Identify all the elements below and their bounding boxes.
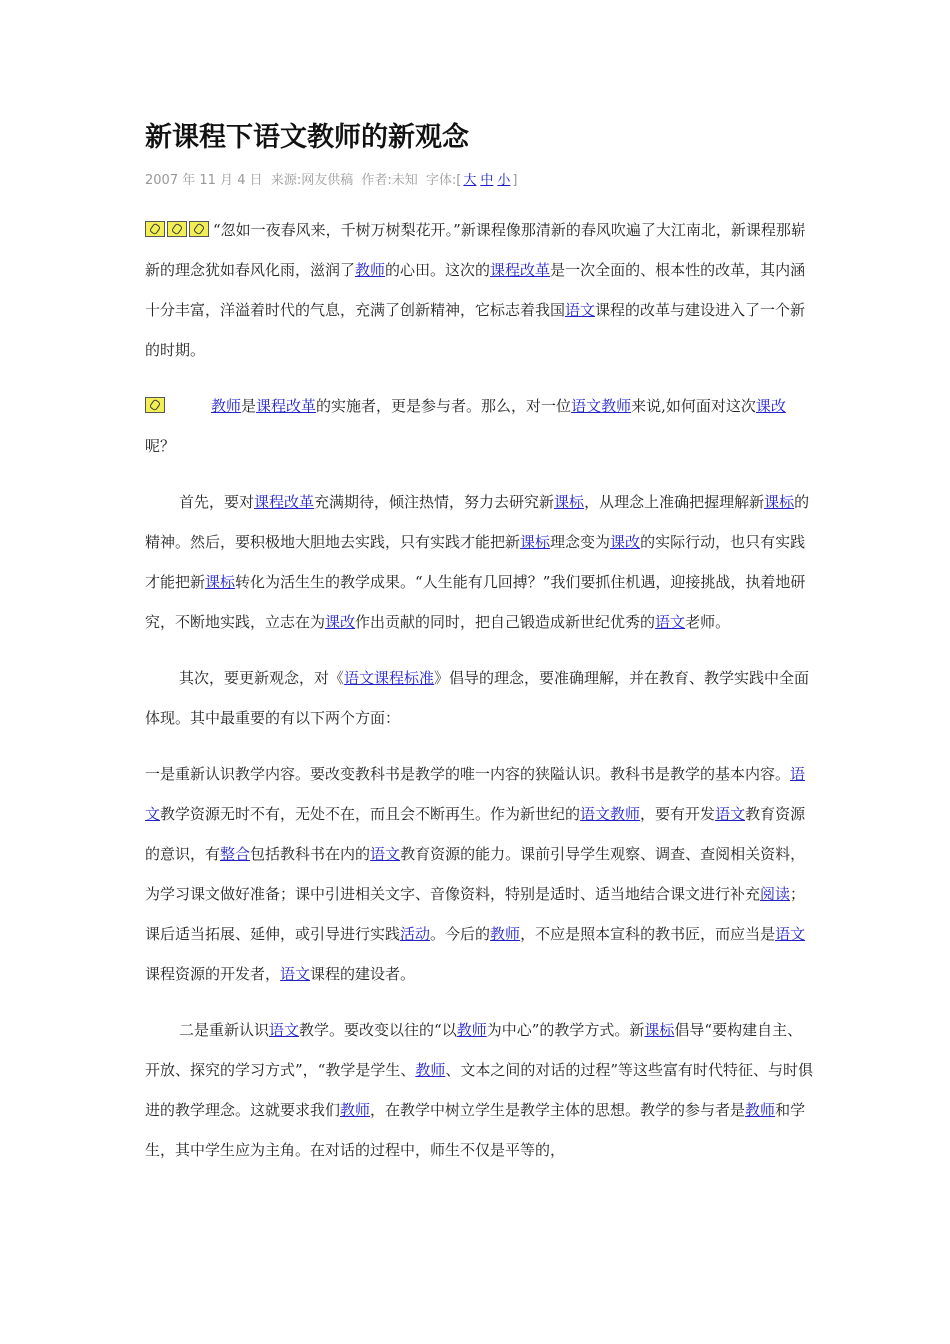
text: 一是重新认识教学内容。要改变教科书是教学的唯一内容的狭隘认识。教科书是教学的基本内容。 — [145, 765, 791, 783]
page-title: 新课程下语文教师的新观念 — [145, 122, 469, 153]
keyword-link[interactable]: 教师 — [211, 397, 242, 415]
keyword-link[interactable]: 整合 — [220, 845, 251, 863]
text: ，在教学中树立学生是教学主体的思想。教学的参与者是 — [370, 1101, 746, 1119]
font-medium-link[interactable]: 中 — [480, 173, 494, 188]
keyword-link[interactable]: 教师 — [490, 925, 521, 943]
paragraph-3 — [145, 482, 815, 642]
text: 其次，要更新观念，对《 — [179, 669, 345, 687]
keyword-link[interactable]: 教师 — [355, 261, 386, 279]
text: 和学生，其中学生应为主角。在对话的过程中，师生不仅是平等的， — [145, 1101, 806, 1159]
text: 充满期待，倾注热情，努力去研究新 — [314, 493, 555, 511]
keyword-link[interactable]: 教师 — [745, 1101, 776, 1119]
keyword-link[interactable]: 语文 — [269, 1021, 300, 1039]
keyword-link[interactable]: 语文 — [370, 845, 401, 863]
text: 的实际行动，也只有实践才能把新 — [145, 533, 806, 591]
text: 的精神。然后，要积极地大胆地去实践，只有实践才能把新 — [145, 493, 810, 551]
paragraph-4 — [145, 658, 815, 738]
keyword-link[interactable]: 课程改革 — [256, 397, 317, 415]
font-large-link[interactable]: 大 — [463, 173, 477, 188]
paragraph-1 — [145, 210, 815, 370]
keyword-link[interactable]: 课程改革 — [254, 493, 315, 511]
text: 老师。 — [685, 613, 731, 631]
text: “忽如一夜春风来，千树万树梨花开。”新课程像那清新的春风吹遍了大江南北， — [213, 221, 731, 239]
article-meta — [145, 172, 815, 190]
date-day: 4 — [237, 173, 246, 188]
date-year-unit: 年 — [182, 173, 196, 188]
author-label: 作者:未知 — [361, 173, 418, 188]
date-month: 11 — [199, 173, 216, 188]
keyword-link[interactable]: 课改 — [610, 533, 641, 551]
text: 二是重新认识 — [179, 1021, 270, 1039]
keyword-link[interactable]: 课标 — [205, 573, 236, 591]
date-year: 2007 — [145, 173, 179, 188]
keyword-link[interactable]: 语文课程标准 — [344, 669, 435, 687]
text: 为中心”的教学方式。新 — [486, 1021, 645, 1039]
keyword-link[interactable]: 课改 — [325, 613, 356, 631]
text: 的心田。这次的 — [385, 261, 491, 279]
pencil-icon — [189, 221, 209, 237]
text: 》倡导的理念，要准确理解，并在教育、教学实践中全面体现。其中最重要的有以下两个方面： — [145, 669, 810, 727]
text: 作出贡献的同时，把自己锻造成新世纪优秀的 — [355, 613, 656, 631]
text: 的实施者，更是参与者。那么，对一位 — [316, 397, 572, 415]
text: 是 — [241, 397, 257, 415]
keyword-link[interactable]: 语文教师 — [571, 397, 632, 415]
text: 倡导“要构建自主、开放、探究的学习方式”，“教学是学生、 — [145, 1021, 803, 1079]
text: 新课程那崭新的理念犹如春风化雨，滋润了 — [145, 221, 806, 279]
text: 来说,如何面对这次 — [631, 397, 756, 415]
pencil-icon — [167, 221, 187, 237]
keyword-link[interactable]: 语文 — [145, 765, 806, 823]
icon-group — [145, 210, 211, 250]
date-month-unit: 月 — [220, 173, 234, 188]
text: 、文本之间的对话的过程”等这些富有时代特征、与时俱进的教学理念。这就要求我们 — [145, 1061, 814, 1119]
keyword-link[interactable]: 教师 — [415, 1061, 446, 1079]
paragraph-5 — [145, 754, 815, 994]
font-size-close: ] — [512, 173, 518, 188]
pencil-icon — [145, 221, 165, 237]
article — [145, 118, 815, 1170]
keyword-link[interactable]: 课标 — [520, 533, 551, 551]
text: 理念变为 — [550, 533, 611, 551]
text: 呢？ — [145, 437, 176, 455]
text: 教育资源的意识，有 — [145, 805, 806, 863]
text: 课程资源的开发者， — [145, 965, 281, 983]
text: 教学。要改变以往的“以 — [299, 1021, 457, 1039]
pencil-icon — [145, 397, 165, 413]
keyword-link[interactable]: 教师 — [456, 1021, 487, 1039]
text: 教育资源的能力。课前引导学生观察、调查、查阅相关资料，为学习课文做好准备；课中引进相关文字、音像资料，特别是适时、适当地结合课文进行补充 — [145, 845, 806, 903]
keyword-link[interactable]: 教师 — [340, 1101, 371, 1119]
text: 教学资源无时不有，无处不在，而且会不断再生。作为新世纪的 — [160, 805, 581, 823]
keyword-link[interactable]: 语文 — [775, 925, 806, 943]
keyword-link[interactable]: 语文 — [655, 613, 686, 631]
keyword-link[interactable]: 语文教师 — [580, 805, 641, 823]
font-size-label: 字体:[ — [425, 173, 462, 188]
text: 是一次全面的、根本性的改革，其内涵十分丰富，洋溢着时代的气息，充满了创新精神，它标志着我国 — [145, 261, 806, 319]
text: ；课后适当拓展、延伸，或引导进行实践 — [145, 885, 806, 943]
text: 课程的改革与建设进入了一个新的时期。 — [145, 301, 806, 359]
text: ，要有开发 — [640, 805, 716, 823]
keyword-link[interactable]: 语文 — [715, 805, 746, 823]
keyword-link[interactable]: 课标 — [554, 493, 585, 511]
text: 。今后的 — [430, 925, 491, 943]
text: 课程的建设者。 — [310, 965, 416, 983]
text: 转化为活生生的教学成果。“人生能有几回搏？”我们要抓住机遇，迎接挑战，执着地研究，不断地实践，立志在为 — [145, 573, 806, 631]
keyword-link[interactable]: 阅读 — [760, 885, 791, 903]
paragraph-6 — [145, 1010, 815, 1170]
text: ，不应是照本宣科的教书匠，而应当是 — [520, 925, 776, 943]
keyword-link[interactable]: 课标 — [644, 1021, 675, 1039]
keyword-link[interactable]: 课改 — [755, 397, 786, 415]
keyword-link[interactable]: 活动 — [400, 925, 431, 943]
keyword-link[interactable]: 语文 — [280, 965, 311, 983]
font-small-link[interactable]: 小 — [497, 173, 511, 188]
keyword-link[interactable]: 课标 — [764, 493, 795, 511]
text: 包括教科书在内的 — [250, 845, 371, 863]
keyword-link[interactable]: 语文 — [565, 301, 596, 319]
text: ，从理念上准确把握理解新 — [584, 493, 765, 511]
source-label: 来源:网友供稿 — [270, 173, 354, 188]
text: 首先，要对 — [179, 493, 255, 511]
keyword-link[interactable]: 课程改革 — [490, 261, 551, 279]
date-day-unit: 日 — [249, 173, 263, 188]
paragraph-2 — [145, 386, 815, 466]
